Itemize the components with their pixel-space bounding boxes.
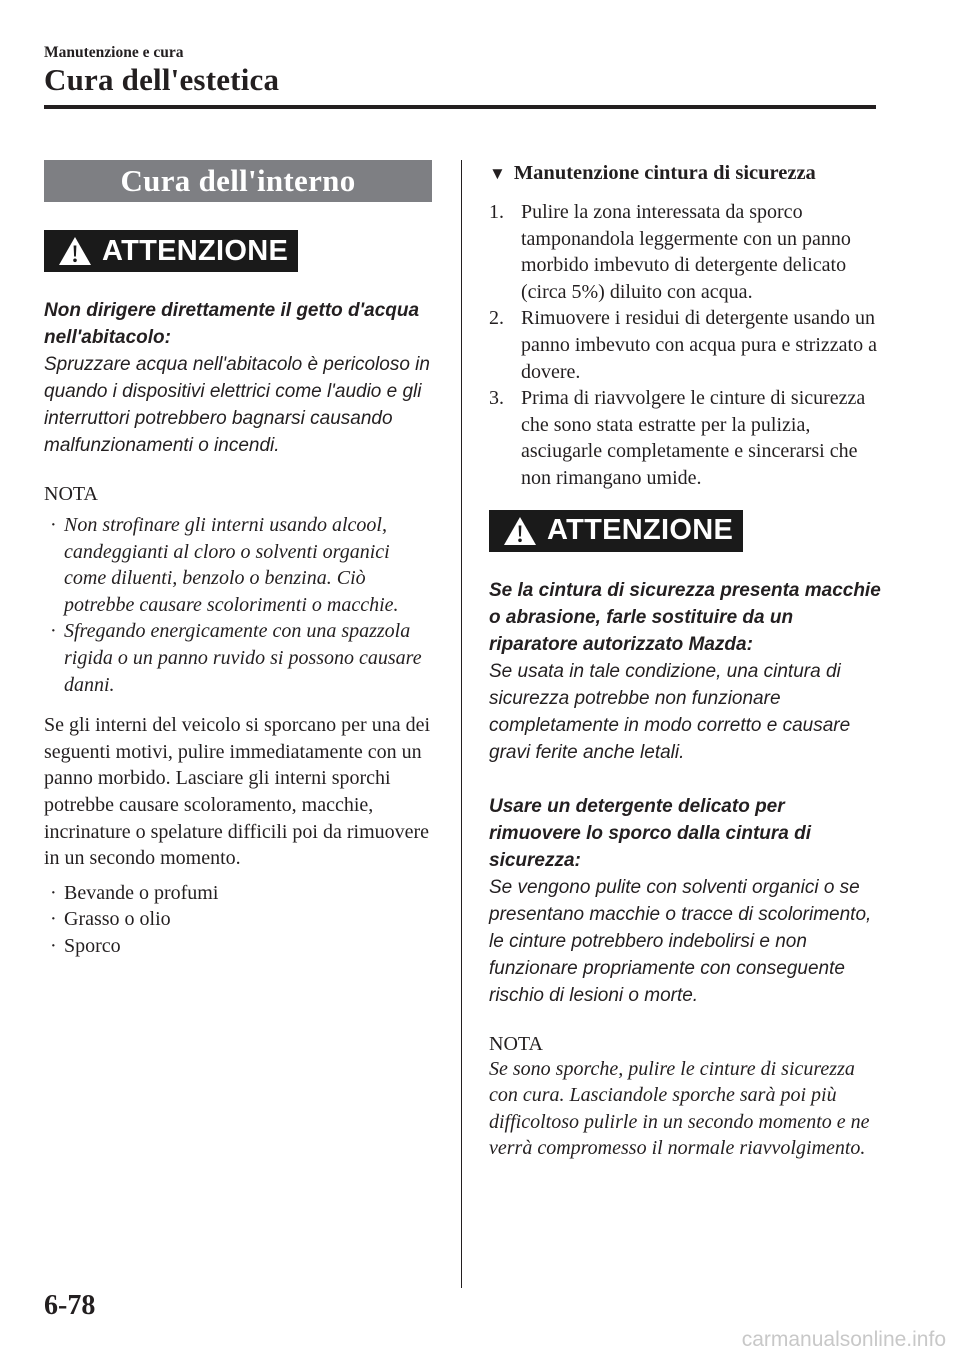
warning-heading: Usare un detergente delicato per rimuovere lo sporco dalla cintura di sicurezza: <box>489 795 812 871</box>
warning-badge <box>489 510 743 552</box>
causes-list-item: · Grasso o olio <box>50 908 171 931</box>
warning-triangle-icon <box>503 516 537 546</box>
warning-box-interior <box>44 230 432 459</box>
warning-text: Se usata in tale condizione, una cintura di sicurezza potrebbe non funzionare completamente in modo corretto e causare gravi ferite anche letali. <box>489 660 851 763</box>
nota-text: Se sono sporche, pulire le cinture di sicurezza con cura. Lasciandole sporche sarà poi più difficoltoso pulirle in un secondo momento e ne verrà compromesso il normale riavvolgimento. <box>489 1057 870 1160</box>
step-item: 2. Rimuovere i residui di detergente usando un panno imbevuto con acqua pura e strizzato a dovere. <box>489 307 877 383</box>
warning-heading: Se la cintura di sicurezza presenta macchie o abrasione, farle sostituire da un riparatore autorizzato Mazda: <box>489 579 881 655</box>
warning-body <box>489 577 881 1009</box>
warning-box-seatbelt <box>489 510 881 1009</box>
nota-list <box>44 512 432 698</box>
causes-list-item: · Bevande o profumi <box>50 881 219 904</box>
right-column <box>489 160 881 1162</box>
causes-list <box>44 880 432 960</box>
nota-label: NOTA <box>489 1032 543 1055</box>
nota-block <box>489 1033 881 1162</box>
nota-label: NOTA <box>44 483 98 505</box>
warning-triangle-icon <box>58 236 92 266</box>
page-number: 6-78 <box>44 1290 96 1321</box>
down-triangle-icon: ▼ <box>489 163 506 183</box>
header-rule <box>44 105 876 109</box>
subheading <box>489 162 881 185</box>
warning-body <box>44 297 432 459</box>
warning-heading: Non dirigere direttamente il getto d'acqua nell'abitacolo: <box>44 300 420 348</box>
warning-text: Se vengono pulite con solventi organici o se presentano macchie o tracce di scolorimento, le cinture potrebbero indebolirsi e non funzionare propriamente con conseguente rischio di lesioni o morte. <box>489 876 872 1006</box>
nota-list-item: · Sfregando energicamente con una spazzola rigida o un panno ruvido si possono causare danni. <box>50 620 422 696</box>
left-column <box>44 160 432 960</box>
warning-badge-label: ATTENZIONE <box>547 514 734 547</box>
header-section-label: Manutenzione e cura <box>44 44 184 61</box>
warning-text: Spruzzare acqua nell'abitacolo è pericoloso in quando i dispositivi elettrici come l'audio e gli interruttori potrebbero bagnarsi causando malfunzionamenti o incendi. <box>44 354 430 456</box>
page-title: Cura dell'estetica <box>44 62 280 97</box>
column-divider <box>461 160 462 1288</box>
section-banner: Cura dell'interno <box>44 160 432 202</box>
step-item: 3. Prima di riavvolgere le cinture di sicurezza che sono stata estratte per la pulizia, asciugarle completamente e sincerarsi che non rimangano umide. <box>489 387 866 489</box>
nota-block <box>44 483 432 698</box>
warning-badge <box>44 230 298 272</box>
nota-list-item: · Non strofinare gli interni usando alcool, candeggianti al cloro o solventi organici come diluenti, benzolo o benzina. Ciò potrebbe causare scolorimenti o macchie. <box>50 514 399 616</box>
subheading-text: Manutenzione cintura di sicurezza <box>513 162 816 184</box>
step-item: 1. Pulire la zona interessata da sporco tamponandola leggermente con un panno morbido imbevuto di detergente delicato (circa 5%) diluito con acqua. <box>489 201 851 303</box>
watermark: carmanualsonline.info <box>741 1328 946 1351</box>
steps-list <box>489 199 881 492</box>
warning-badge-label: ATTENZIONE <box>102 234 289 267</box>
body-paragraph: Se gli interni del veicolo si sporcano per una dei seguenti motivi, pulire immediatamente con un panno morbido. Lasciare gli interni sporchi potrebbe causare scoloramento, macchie, incrinature o spelature difficili poi da rimuovere in un secondo momento. <box>44 714 431 870</box>
causes-list-item: · Sporco <box>50 934 121 957</box>
